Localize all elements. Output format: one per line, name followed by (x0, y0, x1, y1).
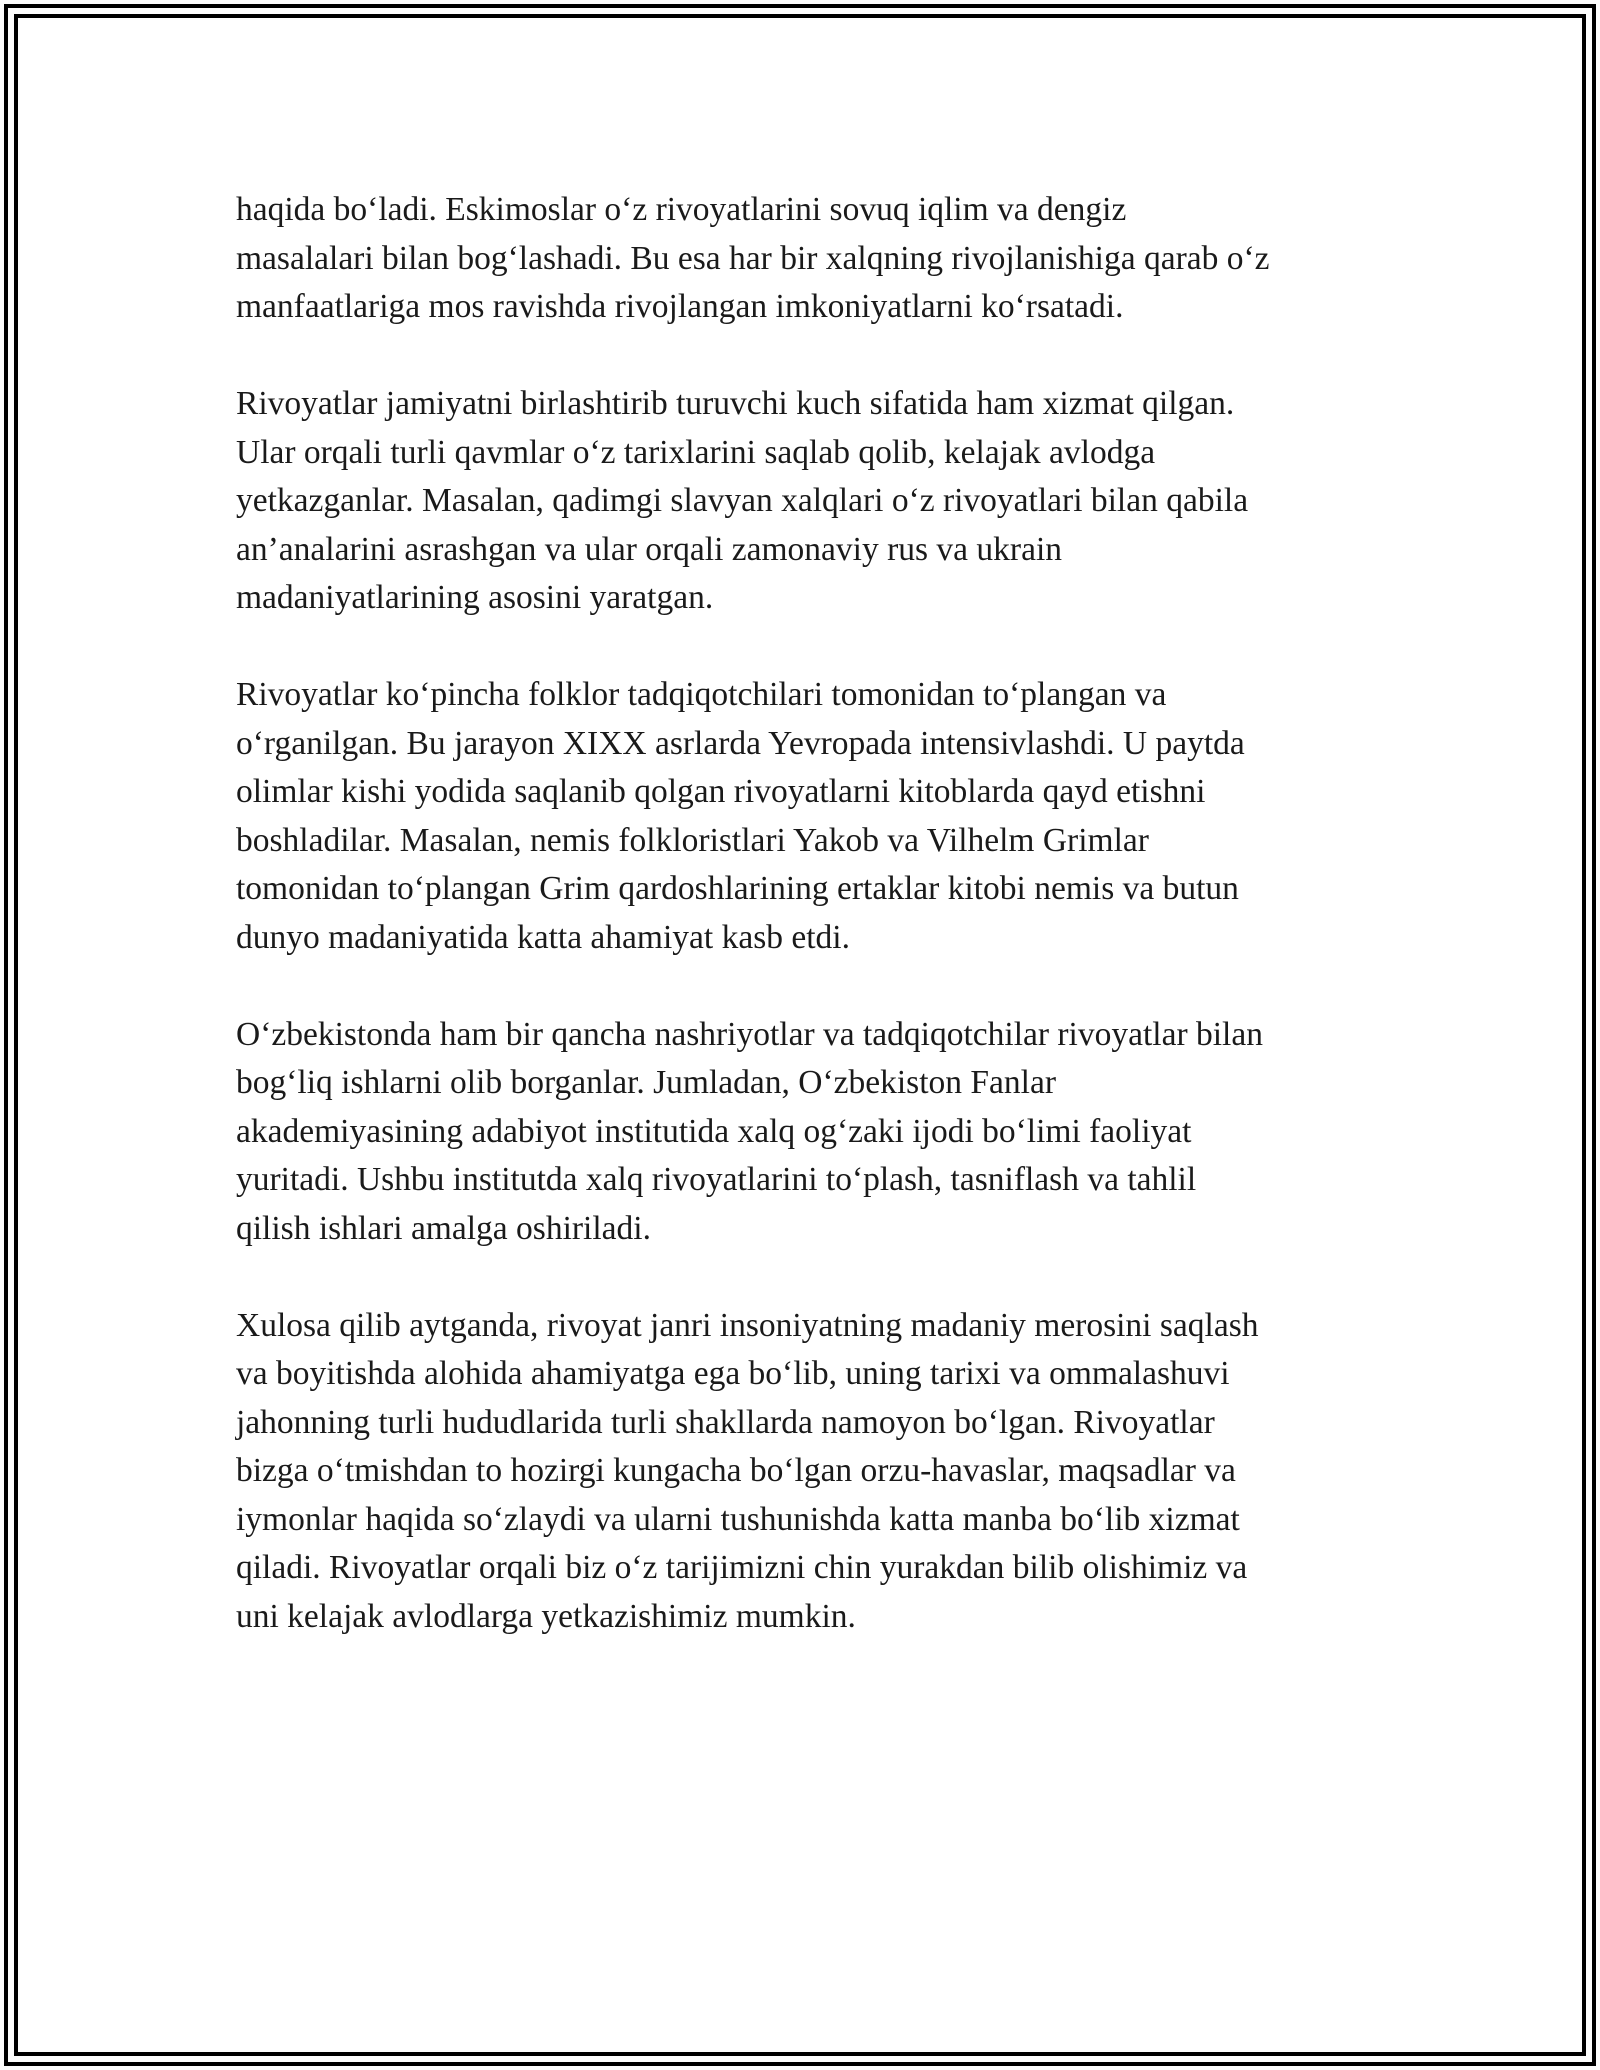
paragraph (236, 1011, 1376, 1254)
text-line: boshladilar. Masalan, nemis folkloristlari Yakob va Vilhelm Grimlar (236, 821, 1149, 859)
text-line: bog‘liq ishlarni olib borganlar. Jumladan, O‘zbekiston Fanlar (236, 1064, 1056, 1101)
paragraph (236, 380, 1376, 623)
text-line: masalalari bilan bog‘lashadi. Bu esa har bir xalqning rivojlanishiga qarab o‘z (236, 239, 1270, 277)
paragraph (236, 1302, 1376, 1642)
text-line: madaniyatlarining asosini yaratgan. (236, 579, 714, 616)
text-line: qiladi. Rivoyatlar orqali biz o‘z tarijimizni chin yurakdan bilib olishimiz va (236, 1549, 1248, 1586)
text-line: iymonlar haqida so‘zlaydi va ularni tushunishda katta manba bo‘lib xizmat (236, 1500, 1240, 1538)
text-line: jahonning turli hududlarida turli shakllarda namoyon bo‘lgan. Rivoyatlar (236, 1403, 1215, 1441)
text-line: manfaatlariga mos ravishda rivojlangan imkoniyatlarni ko‘rsatadi. (236, 288, 1124, 325)
text-line: an’analarini asrashgan va ular orqali zamonaviy rus va ukrain (236, 530, 1063, 568)
text-line: bizga o‘tmishdan to hozirgi kungacha bo‘lgan orzu-havaslar, maqsadlar va (236, 1452, 1236, 1489)
text-line: olimlar kishi yodida saqlanib qolgan rivoyatlarni kitoblarda qayd etishni (236, 773, 1206, 810)
text-line: uni kelajak avlodlarga yetkazishimiz mumkin. (236, 1597, 856, 1635)
paragraph (236, 186, 1376, 332)
document-body (236, 186, 1376, 1690)
text-line: Rivoyatlar jamiyatni birlashtirib turuvchi kuch sifatida ham xizmat qilgan. (236, 385, 1235, 422)
text-line: O‘zbekistonda ham bir qancha nashriyotlar va tadqiqotchilar rivoyatlar bilan (236, 1015, 1263, 1053)
text-line: Ular orqali turli qavmlar o‘z tarixlarini saqlab qolib, kelajak avlodga (236, 433, 1156, 471)
text-line: haqida bo‘ladi. Eskimoslar o‘z rivoyatlarini sovuq iqlim va dengiz (236, 191, 1127, 228)
text-line: va boyitishda alohida ahamiyatga ega bo‘lib, uning tarixi va ommalashuvi (236, 1355, 1230, 1392)
text-line: qilish ishlari amalga oshiriladi. (236, 1209, 651, 1247)
text-line: o‘rganilgan. Bu jarayon XIXX asrlarda Yevropada intensivlashdi. U paytda (236, 724, 1245, 762)
text-line: akademiyasining adabiyot institutida xalq og‘zaki ijodi bo‘limi faoliyat (236, 1112, 1192, 1150)
text-line: yuritadi. Ushbu institutda xalq rivoyatlarini to‘plash, tasniflash va tahlil (236, 1161, 1197, 1198)
text-line: Rivoyatlar ko‘pincha folklor tadqiqotchilari tomonidan to‘plangan va (236, 676, 1167, 713)
text-line: dunyo madaniyatida katta ahamiyat kasb etdi. (236, 918, 850, 956)
paragraph (236, 671, 1376, 962)
text-line: Xulosa qilib aytganda, rivoyat janri insoniyatning madaniy merosini saqlash (236, 1306, 1259, 1344)
text-line: tomonidan to‘plangan Grim qardoshlarining ertaklar kitobi nemis va butun (236, 870, 1239, 907)
text-line: yetkazganlar. Masalan, qadimgi slavyan xalqlari o‘z rivoyatlari bilan qabila (236, 482, 1249, 519)
